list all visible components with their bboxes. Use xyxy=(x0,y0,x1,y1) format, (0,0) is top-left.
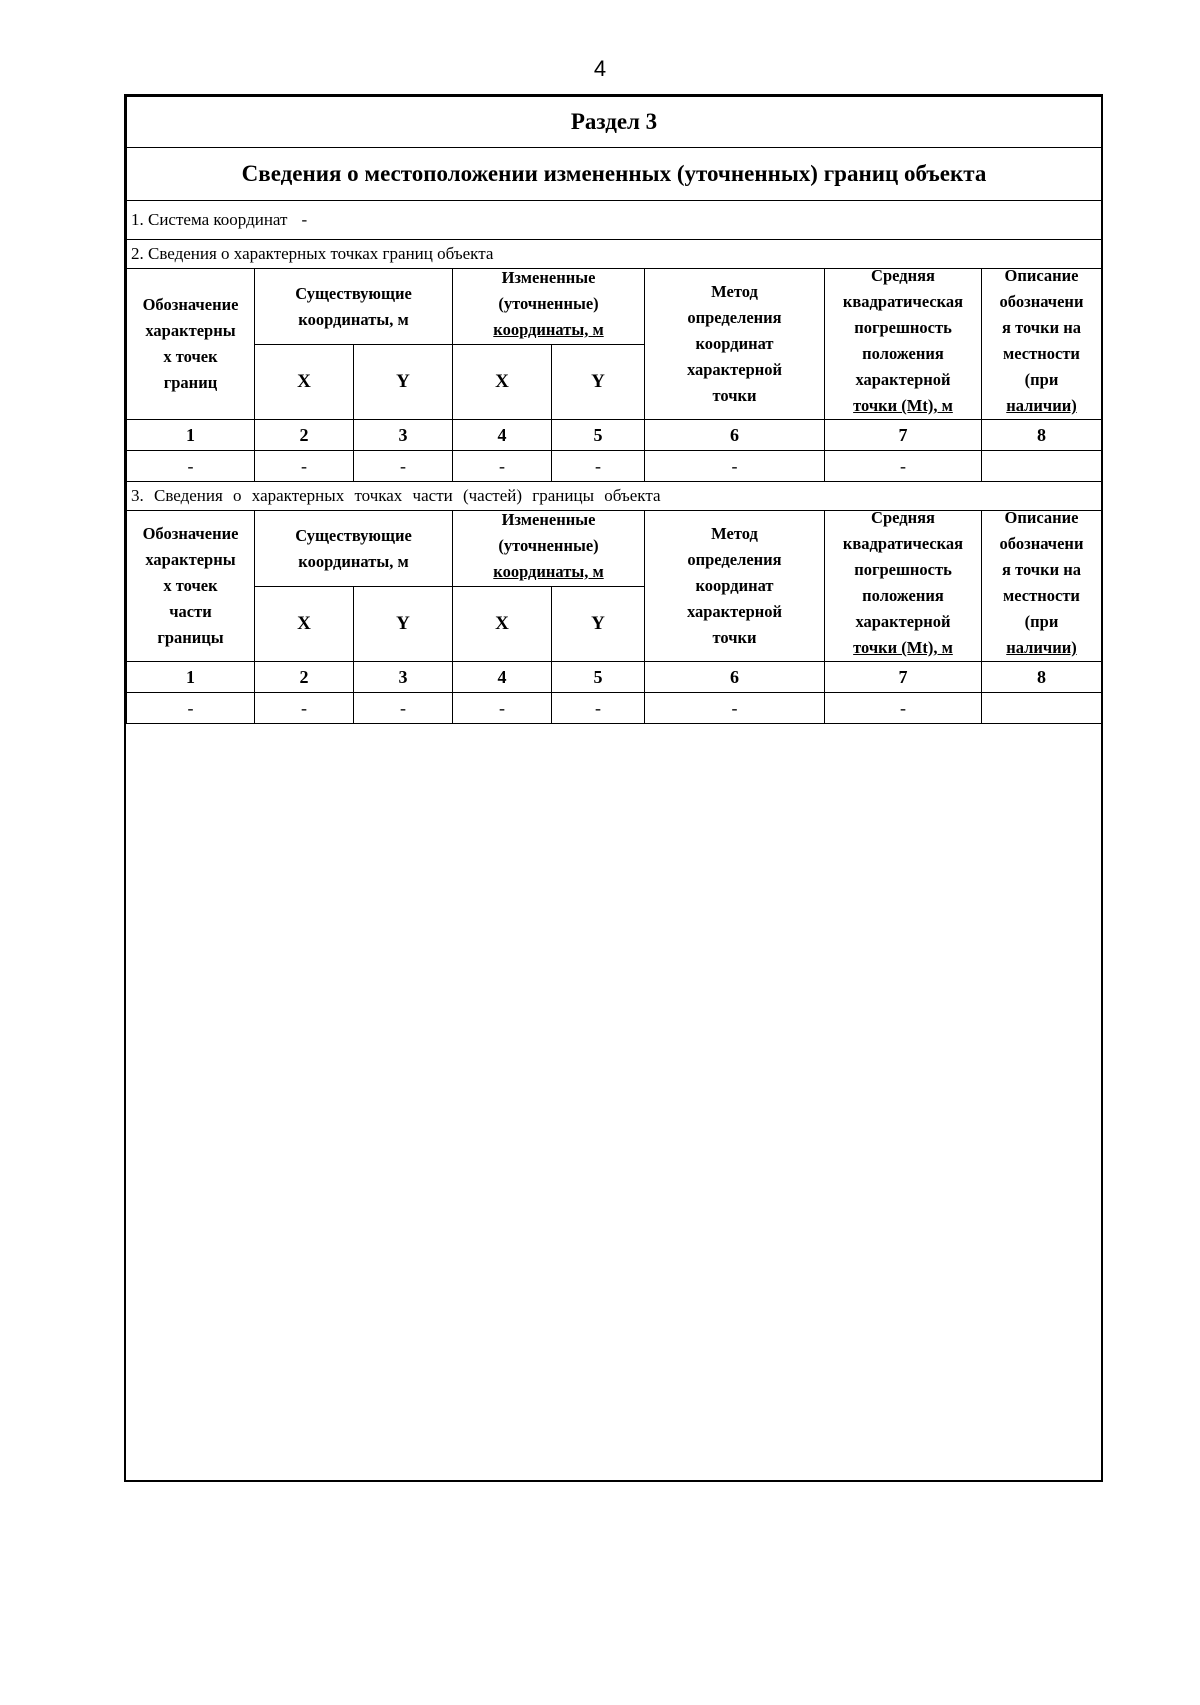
table1-num: 6 xyxy=(645,420,825,451)
header-line: обозначени xyxy=(999,534,1084,553)
table-cell: - xyxy=(354,693,453,724)
header-line: точки (Mt), м xyxy=(853,638,953,657)
header-line: Описание xyxy=(1004,508,1079,527)
header-line: Существующие xyxy=(295,283,412,303)
coordinate-system-label: 1. Система координат xyxy=(131,210,288,229)
table1-col-changed-coords xyxy=(453,269,645,345)
header-line: характерной xyxy=(686,602,783,621)
table2-changed-x: X xyxy=(453,587,552,662)
table-cell: - xyxy=(552,693,645,724)
header-line: Средняя xyxy=(871,266,935,285)
table2-col-mean-square-error xyxy=(825,508,982,662)
table1-number-row xyxy=(127,420,1102,451)
header-line: координаты, м xyxy=(298,309,409,329)
header-line: координаты, м xyxy=(493,561,604,581)
header-line: характерны xyxy=(145,321,236,340)
table1-heading: 2. Сведения о характерных точках границ объекта xyxy=(127,240,1102,269)
table1-col-mean-square-error xyxy=(825,266,982,420)
header-line: координаты, м xyxy=(493,319,604,339)
header-line: наличии) xyxy=(1006,638,1077,657)
table2-num: 5 xyxy=(552,662,645,693)
table-cell: - xyxy=(453,451,552,482)
header-line: Средняя xyxy=(871,508,935,527)
table-cell: - xyxy=(255,693,354,724)
section-subtitle: Сведения о местоположении измененных (уточненных) границ объекта xyxy=(127,148,1102,201)
header-line: границы xyxy=(157,628,224,647)
table1-col-method xyxy=(645,269,825,420)
header-line: Описание xyxy=(1004,266,1079,285)
table1-changed-y: Y xyxy=(552,345,645,420)
table1-num: 1 xyxy=(127,420,255,451)
page-number: 4 xyxy=(593,56,607,81)
table1-data-row xyxy=(127,451,1102,482)
header-line: х точек xyxy=(163,347,218,366)
header-line: характерной xyxy=(686,360,783,379)
header-line: квадратическая xyxy=(842,534,964,553)
table-cell: - xyxy=(127,693,255,724)
section-title: Раздел 3 xyxy=(127,97,1102,148)
table1-num: 2 xyxy=(255,420,354,451)
coordinate-system-row xyxy=(127,201,1102,240)
table2-existing-y: Y xyxy=(354,587,453,662)
table2-num: 2 xyxy=(255,662,354,693)
table1-num: 4 xyxy=(453,420,552,451)
header-line: я точки на xyxy=(1002,318,1081,337)
header-line: характерной xyxy=(855,370,951,389)
header-line: (при xyxy=(1024,370,1059,389)
header-line: наличии) xyxy=(1006,396,1077,415)
table1-num: 5 xyxy=(552,420,645,451)
table-cell: - xyxy=(645,451,825,482)
table1-col-existing-coords xyxy=(255,269,453,345)
table2-col-existing-coords xyxy=(255,511,453,587)
header-line: местности xyxy=(1003,586,1080,605)
table1-col-description xyxy=(982,266,1102,420)
header-line: координат xyxy=(695,576,774,595)
header-line: (уточненные) xyxy=(498,535,599,555)
table-cell: - xyxy=(552,451,645,482)
document-frame xyxy=(124,94,1103,1482)
header-line: Обозначение xyxy=(142,524,239,543)
table1-num: 8 xyxy=(982,420,1102,451)
table-cell: - xyxy=(825,693,982,724)
table1-col-point-designation xyxy=(127,269,255,420)
table-cell: - xyxy=(645,693,825,724)
table-cell: - xyxy=(255,451,354,482)
header-line: точки xyxy=(712,386,757,405)
header-line: (уточненные) xyxy=(498,293,599,313)
header-line: границ xyxy=(163,373,218,392)
table2-col-changed-coords xyxy=(453,511,645,587)
header-line: положения xyxy=(862,344,944,363)
table-cell: - xyxy=(825,451,982,482)
header-line: Метод xyxy=(711,282,758,301)
table-cell: - xyxy=(354,451,453,482)
header-line: погрешность xyxy=(854,560,952,579)
table1-num: 7 xyxy=(825,420,982,451)
header-line: части xyxy=(169,602,212,621)
header-line: (при xyxy=(1024,612,1059,631)
table2-changed-y: Y xyxy=(552,587,645,662)
header-line: квадратическая xyxy=(842,292,964,311)
header-line: точки (Mt), м xyxy=(853,396,953,415)
table2-num: 8 xyxy=(982,662,1102,693)
table2-num: 1 xyxy=(127,662,255,693)
table2-number-row xyxy=(127,662,1102,693)
header-line: Обозначение xyxy=(142,295,239,314)
table2-num: 3 xyxy=(354,662,453,693)
table-cell: - xyxy=(453,693,552,724)
table1-changed-x: X xyxy=(453,345,552,420)
header-line: характерны xyxy=(145,550,236,569)
header-line: точки xyxy=(712,628,757,647)
table2-num: 4 xyxy=(453,662,552,693)
header-line: погрешность xyxy=(854,318,952,337)
header-line: координаты, м xyxy=(298,551,409,571)
header-line: координат xyxy=(695,334,774,353)
section-table xyxy=(126,96,1102,724)
header-line: Метод xyxy=(711,524,758,543)
table2-existing-x: X xyxy=(255,587,354,662)
table-cell xyxy=(982,693,1102,724)
table-cell xyxy=(982,451,1102,482)
table2-data-row xyxy=(127,693,1102,724)
header-line: х точек xyxy=(163,576,218,595)
coordinate-system-value: - xyxy=(301,210,308,229)
header-line: определения xyxy=(687,308,782,327)
header-line: Измененные xyxy=(501,267,596,287)
table2-col-method xyxy=(645,511,825,662)
table1-existing-x: X xyxy=(255,345,354,420)
header-line: обозначени xyxy=(999,292,1084,311)
table1-existing-y: Y xyxy=(354,345,453,420)
header-line: Существующие xyxy=(295,525,412,545)
table-cell: - xyxy=(127,451,255,482)
header-line: определения xyxy=(687,550,782,569)
header-line: местности xyxy=(1003,344,1080,363)
header-line: положения xyxy=(862,586,944,605)
table2-col-description xyxy=(982,508,1102,662)
header-line: Измененные xyxy=(501,509,596,529)
table2-heading-text: 3. Сведения о характерных точках части (частей) границы объекта xyxy=(131,486,661,505)
header-line: характерной xyxy=(855,612,951,631)
header-line: я точки на xyxy=(1002,560,1081,579)
table2-col-point-designation xyxy=(127,511,255,662)
table2-num: 6 xyxy=(645,662,825,693)
table1-num: 3 xyxy=(354,420,453,451)
table2-num: 7 xyxy=(825,662,982,693)
